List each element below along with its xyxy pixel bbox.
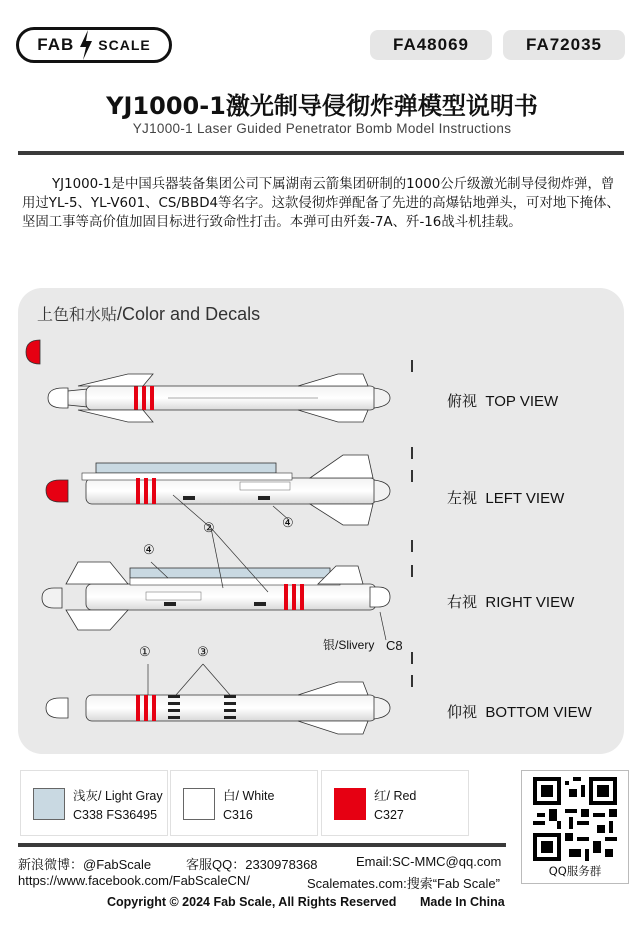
weibo-info: 新浪微博：@FabScale <box>18 857 152 872</box>
page-title: YJ1000-1激光制导侵彻炸弹模型说明书 <box>106 92 538 120</box>
product-code-1: FA48069 <box>370 30 492 60</box>
decal-callout-2-left: ② <box>203 520 215 535</box>
silver-label-text: 银/Slivery <box>323 638 375 652</box>
made-in-china: Made In China <box>420 895 505 909</box>
view-label-en: RIGHT VIEW <box>485 594 575 611</box>
view-separator <box>411 652 413 664</box>
swatch-codes: C327 <box>374 808 404 822</box>
view-separator <box>411 447 413 459</box>
view-separator <box>411 540 413 552</box>
qq-group-qr <box>521 770 629 884</box>
decal-callout-4-right: ④ <box>143 542 155 557</box>
view-separator <box>411 470 413 482</box>
decal-callout-1: ① <box>139 644 151 659</box>
red-nose-cap-icon <box>26 340 40 364</box>
view-separator <box>411 675 413 687</box>
scalemates-info: Scalemates.com:搜索“Fab Scale” <box>307 876 500 891</box>
bomb-bottom-view <box>46 682 390 734</box>
view-separator <box>411 360 413 372</box>
bomb-drawings <box>18 330 418 750</box>
swatch-name: 红/ Red <box>374 789 417 803</box>
qr-label: QQ服务群 <box>548 864 602 878</box>
header-divider <box>18 151 624 155</box>
swatch-color-red <box>334 788 366 820</box>
view-label-cn: 仰视 <box>447 704 478 721</box>
view-label-bottom <box>447 701 592 722</box>
view-label-right <box>447 591 574 612</box>
panel-title-cn: 上色和水贴 <box>37 307 118 324</box>
view-label-en: BOTTOM VIEW <box>485 704 592 721</box>
footer-divider <box>18 843 506 847</box>
logo-text-fab: FAB <box>37 35 75 54</box>
lightning-bolt-icon <box>78 30 94 60</box>
swatch-name: 白/ White <box>223 789 275 803</box>
bomb-right-view <box>42 562 390 630</box>
view-label-left <box>447 487 564 508</box>
copyright-text: Copyright © 2024 Fab Scale, All Rights Reserved <box>107 895 397 909</box>
panel-title-sep: / <box>117 304 123 324</box>
swatch-codes: C316 <box>223 808 253 822</box>
swatch-text <box>374 787 416 825</box>
swatch-light-gray <box>20 770 168 836</box>
swatch-red <box>321 770 469 836</box>
swatch-name: 浅灰/ Light Gray <box>73 789 163 803</box>
intro-paragraph: YJ1000-1是中国兵器装备集团公司下属湖南云箭集团研制的1000公斤级激光制导侵彻炸弹，曾用过YL-5、YL-V601、CS/BBD4等名字。这款侵彻炸弹配备了先进的高爆钻地弹头，可对地下掩体、坚固工事等高价值加固目标进行致命性打击。本弹可由歼轰-7A、歼-16战斗机挂载。 <box>22 177 620 230</box>
view-label-top <box>447 390 558 411</box>
decal-callout-4-left: ④ <box>282 515 294 530</box>
logo-text-scale: SCALE <box>98 37 151 53</box>
view-label-cn: 左视 <box>447 490 478 507</box>
swatch-white <box>170 770 318 836</box>
product-code-2: FA72035 <box>503 30 625 60</box>
swatch-text <box>73 787 163 825</box>
swatch-color-light-gray <box>33 788 65 820</box>
swatch-codes: C338 FS36495 <box>73 808 158 822</box>
silver-color-code: C8 <box>386 638 403 653</box>
panel-title <box>37 302 260 325</box>
facebook-link[interactable]: https://www.facebook.com/FabScaleCN/ <box>18 873 250 888</box>
view-label-en: TOP VIEW <box>485 393 559 410</box>
qr-code-icon <box>533 777 617 861</box>
swatch-color-white <box>183 788 215 820</box>
panel-title-en: Color and Decals <box>122 304 261 324</box>
swatch-text <box>223 787 274 825</box>
view-label-cn: 俯视 <box>447 393 478 410</box>
bomb-left-view <box>46 455 390 525</box>
view-label-cn: 右视 <box>447 594 478 611</box>
fab-scale-logo <box>16 27 172 63</box>
view-label-en: LEFT VIEW <box>485 490 565 507</box>
email-info: Email:SC-MMC@qq.com <box>356 854 502 869</box>
page-subtitle: YJ1000-1 Laser Guided Penetrator Bomb Model Instructions <box>132 121 512 136</box>
bomb-top-view <box>48 374 390 422</box>
decal-callout-3: ③ <box>197 644 209 659</box>
qq-service-info: 客服QQ：2330978368 <box>186 857 318 872</box>
silver-color-label <box>323 636 374 653</box>
view-separator <box>411 565 413 577</box>
